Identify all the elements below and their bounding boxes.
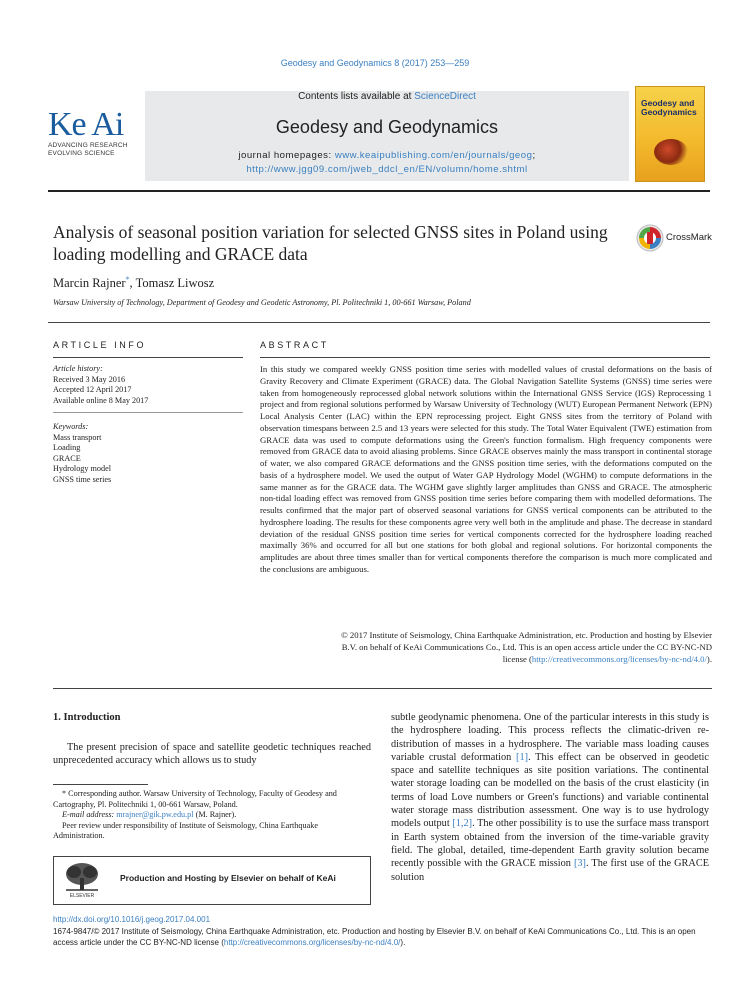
journal-title: Geodesy and Geodynamics	[275, 117, 499, 137]
logo-tagline-1: ADVANCING RESEARCH	[48, 142, 128, 149]
history-label: Article history:	[53, 364, 103, 373]
copyright-line-3: license (http://creativecommons.org/licenses/by-nc-nd/4.0/).	[502, 653, 712, 664]
issn-license-text: 1674-9847/© 2017 Institute of Seismology, China Earthquake Administration, etc. Production and hosting by Elsevier B.V. on behalf of KeAi Communications Co., Ltd. This is an open access article under the CC BY-NC-ND license (http://creativecommons.org/licenses/by-nc-nd/4.0/).	[53, 927, 696, 947]
keyword-item: GRACE	[53, 453, 81, 463]
journal-cover-image[interactable]	[635, 86, 705, 182]
affiliation: Warsaw University of Technology, Department of Geodesy and Geodetic Astronomy, Pl. Politechniki 1, 00-661 Warsaw, Poland	[53, 298, 471, 307]
email-note: E-mail address: mrajner@gik.pw.edu.pl (M. Rajner).	[62, 810, 237, 819]
history-rule	[53, 412, 243, 413]
introduction-right-column: subtle geodynamic phenomena. One of the particular interests in this study is the hydrosphere loading. This process reflects the climatic-driven re-distribution of masses in a hydrosphere. The variable mass loading causes variable crustal deformation [1]. This effect can be observed in geodetic space and satellite techniques as site position variations. The continental water storage loading can be modelled on the basis of the crust elasticity (in terms of load Love numbers or Green's functions) and variable continental water storage mass distribution assessment. One way is to use hydrology models output [1,2]. The other possibility is to use the surface mass transport in Earth system obtained from the inversion of the time-variable gravity field. The global, detailed, time-dependent Earth gravity solution became recently possible with the GRACE mission [3]. The first use of the GRACE solution	[391, 712, 710, 883]
footnote-rule	[53, 784, 148, 785]
crossmark-label: CrossMark	[666, 232, 712, 243]
title-rule	[48, 322, 710, 323]
logo-text: Ke Ai	[48, 106, 124, 143]
copyright-line-2: B.V. on behalf of KeAi Communications Co., Ltd. This is an open access article under the CC BY-NC-ND	[341, 641, 712, 652]
hosting-text: Production and Hosting by Elsevier on behalf of KeAi	[120, 873, 336, 883]
authors-line	[53, 275, 214, 291]
crossmark-badge[interactable]	[636, 224, 716, 252]
email-label: E-mail address:	[62, 810, 117, 819]
contents-prefix: Contents lists available at	[298, 91, 415, 102]
peer-review-note: Peer review under responsibility of Institute of Seismology, China Earthquake Administration.	[53, 820, 318, 840]
homepage-label: journal homepages:	[238, 150, 335, 161]
author-1[interactable]: Marcin Rajner	[53, 276, 126, 291]
contents-line	[145, 91, 629, 102]
keywords-label: Keywords:	[53, 422, 89, 431]
homepage-link-2[interactable]: http://www.jgg09.com/jweb_ddcl_en/EN/volumn/home.shtml	[246, 164, 528, 175]
footer-license-link[interactable]: http://creativecommons.org/licenses/by-nc-nd/4.0/	[223, 938, 401, 947]
sciencedirect-link[interactable]: ScienceDirect	[414, 91, 476, 102]
keyword-item: Hydrology model	[53, 464, 111, 473]
received-date: Received 3 May 2016	[53, 374, 126, 384]
reference-link[interactable]: [3]	[573, 858, 586, 870]
logo-tagline-2: EVOLVING SCIENCE	[48, 150, 115, 157]
homepage-line-1: journal homepages: www.keaipublishing.com/en/journals/geog;	[238, 150, 536, 161]
cover-title: Geodesy and Geodynamics	[641, 98, 697, 117]
email-link[interactable]: mrajner@gik.pw.edu.pl	[116, 810, 194, 819]
abstract-rule	[260, 357, 710, 358]
reference-link[interactable]: [1]	[516, 751, 529, 763]
license-link[interactable]: http://creativecommons.org/licenses/by-nc-nd/4.0/	[531, 653, 707, 664]
corresponding-author-mark[interactable]: *	[125, 275, 130, 284]
journal-reference[interactable]: Geodesy and Geodynamics 8 (2017) 253—259	[280, 58, 470, 68]
cover-globe-graphic	[654, 139, 688, 165]
abstract-copyright	[260, 630, 712, 665]
online-date: Available online 8 May 2017	[53, 395, 149, 405]
crossmark-icon	[636, 224, 664, 252]
paper-title: Analysis of seasonal position variation for selected GNSS sites in Poland using loading modelling and GRACE data	[53, 222, 608, 264]
article-info-rule	[53, 357, 243, 358]
introduction-left-column: The present precision of space and satellite geodetic techniques reached unprecedented accuracy which allows us to study	[53, 742, 371, 767]
copyright-line-1: © 2017 Institute of Seismology, China Earthquake Administration, etc. Production and hosting by Elsevier	[341, 630, 712, 640]
article-history	[53, 364, 243, 406]
homepage-link-1[interactable]: www.keaipublishing.com/en/journals/geog	[334, 150, 533, 161]
accepted-date: Accepted 12 April 2017	[53, 385, 132, 394]
article-info-heading: ARTICLE INFO	[53, 340, 147, 350]
doi-link[interactable]: http://dx.doi.org/10.1016/j.geog.2017.04.001	[53, 915, 211, 924]
abstract-text: In this study we compared weekly GNSS position time series with modelled values of crustal deformations on the basis of Gravity Recovery and Climate Experiment (GRACE) data. The Global Navigation Satellite Systems (GNSS) time series were taken from homogeneously reprocessed global network solutions within the International GNSS Service (IGS) Reprocessing 1 project and from regional solutions performed by Warsaw University of Technology (WUT) European Permanent Network (EPN) Local Analysis Center (LAC) within the EPN reprocessing project. Eight GNSS sites from the territory of Poland with observation timespans between 2.5 and 13 years were selected for this study. The Total Water Equivalent (TWE) estimation from GRACE data was used to compute deformations using the Green's function formalism. High frequency components were removed from GRACE data to avoid aliasing problems. Since GRACE observes mainly the mass transport in continental storage of water, we also compared GRACE deformations and the GNSS position time series, with the deformations computed on the basis of a hydrosphere model. We used the output of Water GAP Hydrology Model (WGHM) to compute deformations in the same manner as for the GRACE data. The WGHM gave slightly larger amplitudes than GNSS and GRACE. The atmospheric non-tidal loading effect was removed from GNSS position time series before comparing them with modelled deformations. The results confirmed that the major part of observed seasonal variations for GNSS vertical components can be attributed to the hydrosphere loading. The results for these components agree very well both in the amplitude and phase. The decrease in standard deviation of the residual GNSS position time series for vertical components corrected for the hydrosphere loading reached maximally 36% and occurred for all but one stations for both global and regional solutions. For horizontal components the amplitudes are about three times smaller than for vertical components therefore the comparison is much more complicated and the conclusions are ambiguous.	[260, 364, 712, 574]
keyword-item: GNSS time series	[53, 474, 112, 484]
reference-link[interactable]: [1,2]	[452, 818, 473, 830]
author-2[interactable]: Tomasz Liwosz	[135, 276, 215, 291]
abstract-heading: ABSTRACT	[260, 340, 329, 350]
header-rule	[48, 190, 710, 192]
abstract-bottom-rule	[53, 688, 712, 689]
keyword-item: Mass transport	[53, 432, 102, 442]
footnotes	[53, 789, 371, 842]
keywords-block	[53, 422, 243, 485]
elsevier-label: ELSEVIER	[69, 893, 95, 899]
corresponding-author-note: * Corresponding author. Warsaw University of Technology, Faculty of Geodesy and Cartography, Pl. Politechniki 1, 00-661 Warsaw, Poland.	[53, 789, 337, 809]
author-separator: ,	[129, 276, 136, 291]
introduction-heading: 1. Introduction	[53, 712, 121, 723]
keai-logo	[48, 108, 148, 158]
keyword-item: Loading	[53, 443, 81, 452]
